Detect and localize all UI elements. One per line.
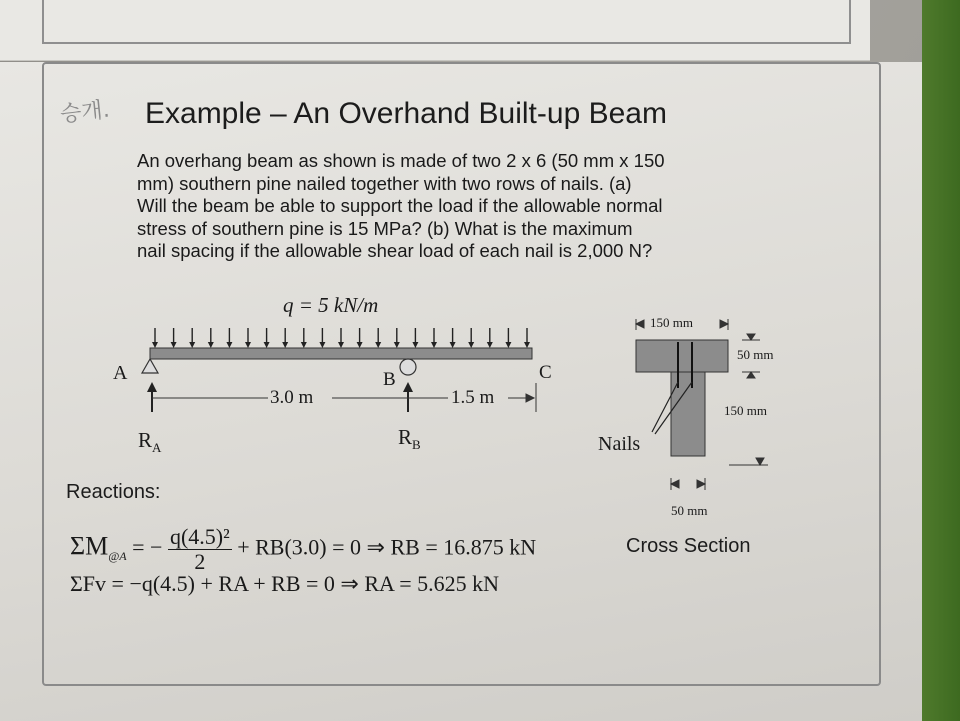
web-width-dimension xyxy=(671,478,705,490)
load-label: q = 5 kN/m xyxy=(283,293,379,317)
reaction-a-label xyxy=(138,428,161,456)
moment-equals: = − xyxy=(132,534,163,560)
load-arrow-head xyxy=(338,342,344,348)
reaction-b-label xyxy=(398,425,421,453)
problem-line: Will the beam be able to support the load if the allowable normal xyxy=(137,195,663,216)
moment-rhs: + RB(3.0) = 0 ⇒ RB = 16.875 kN xyxy=(237,534,537,560)
reaction-symbol: R xyxy=(138,428,153,452)
width-dimension-label: 150 mm xyxy=(650,315,693,330)
problem-line: mm) southern pine nailed together with two rows of nails. (a) xyxy=(137,172,632,194)
problem-line: stress of southern pine is 15 MPa? (b) What is the maximum xyxy=(137,217,633,239)
point-c-label: C xyxy=(539,362,552,383)
moment-lhs: ΣM xyxy=(70,531,109,561)
moment-equation xyxy=(70,525,536,574)
load-arrow-head xyxy=(375,342,381,348)
load-arrow-head xyxy=(282,342,288,348)
problem-line: An overhang beam as shown is made of two 2 x 6 (50 mm x 150 xyxy=(137,150,665,171)
fraction-denominator: 2 xyxy=(194,549,206,574)
load-arrow-head xyxy=(264,342,270,348)
reaction-arrow-a xyxy=(147,382,157,412)
load-arrow-head xyxy=(431,342,437,348)
load-arrow-head xyxy=(412,342,418,348)
load-arrow-head xyxy=(189,342,195,348)
web-height-dimension-label: 150 mm xyxy=(724,403,767,418)
load-arrow-head xyxy=(245,342,251,348)
beam-member xyxy=(150,348,532,359)
reaction-subscript: A xyxy=(152,440,162,456)
load-arrow-head xyxy=(301,342,307,348)
handwritten-note: 승개. xyxy=(59,97,111,128)
span-ab-label: 3.0 m xyxy=(270,387,314,408)
distributed-load-arrows xyxy=(152,328,530,348)
point-b-label: B xyxy=(383,369,396,390)
moment-subscript: @A xyxy=(108,548,127,563)
load-arrow-head xyxy=(208,342,214,348)
moment-fraction xyxy=(168,525,232,574)
span-bc-label: 1.5 m xyxy=(451,387,495,408)
load-arrow-head xyxy=(226,342,232,348)
flange-dimension-label: 50 mm xyxy=(737,347,774,362)
pin-support-a xyxy=(142,359,158,373)
reaction-symbol: R xyxy=(398,425,413,449)
load-arrow-head xyxy=(487,342,493,348)
reactions-heading: Reactions: xyxy=(66,481,161,503)
load-arrow-head xyxy=(524,342,530,348)
load-arrow-head xyxy=(450,342,456,348)
load-arrow-head xyxy=(357,342,363,348)
flange-board xyxy=(636,340,728,372)
load-arrow-head xyxy=(505,342,511,348)
web-height-dimension xyxy=(729,458,768,465)
nails-label: Nails xyxy=(598,433,641,455)
web-width-dimension-label: 50 mm xyxy=(671,503,708,518)
load-arrow-head xyxy=(152,342,158,348)
fraction-numerator: q(4.5)² xyxy=(169,524,230,549)
force-equation: ΣFv = −q(4.5) + RA + RB = 0 ⇒ RA = 5.625 kN xyxy=(70,571,499,596)
reaction-arrow-b xyxy=(403,382,413,412)
load-arrow-head xyxy=(171,342,177,348)
problem-line: nail spacing if the allowable shear load of each nail is 2,000 N? xyxy=(137,240,653,261)
load-arrow-head xyxy=(319,342,325,348)
load-arrow-head xyxy=(468,342,474,348)
load-arrow-head xyxy=(394,342,400,348)
roller-support-b xyxy=(400,359,416,375)
slide-title: Example – An Overhand Built-up Beam xyxy=(145,97,667,130)
point-a-label: A xyxy=(113,362,128,384)
cross-section-caption: Cross Section xyxy=(626,535,751,557)
reaction-subscript: B xyxy=(412,437,421,453)
